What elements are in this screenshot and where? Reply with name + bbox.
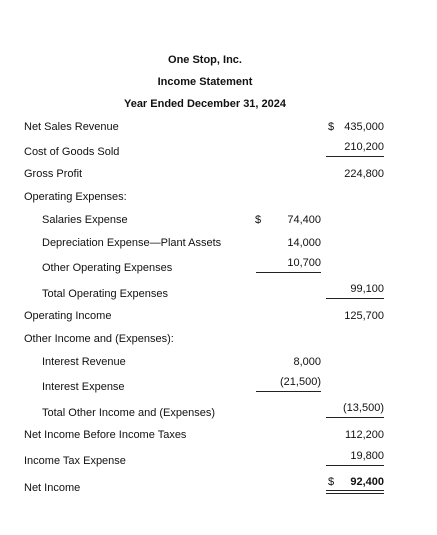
salaries-expense-amount: 74,400 (287, 214, 321, 226)
net-income-before-taxes-amount: 112,200 (345, 429, 384, 441)
interest-revenue-label: Interest Revenue (42, 356, 126, 368)
income-tax-expense-amount: 19,800 (350, 450, 384, 462)
salaries-expense-currency: $ (255, 214, 262, 226)
gross-profit-amount: 224,800 (344, 168, 384, 180)
net-sales-revenue-label: Net Sales Revenue (24, 121, 119, 133)
income-tax-expense-label: Income Tax Expense (24, 455, 126, 467)
net-income-double-underline (326, 490, 384, 494)
net-income-amount: 92,400 (350, 476, 384, 488)
gross-profit-label: Gross Profit (24, 168, 83, 180)
cost-of-goods-sold-underline (326, 156, 384, 157)
depreciation-expense-label: Depreciation Expense—Plant Assets (42, 237, 222, 249)
interest-expense-underline (256, 391, 321, 392)
net-sales-revenue-amount: 435,000 (344, 121, 384, 133)
depreciation-expense-amount: 14,000 (287, 237, 321, 249)
total-other-income-label: Total Other Income and (Expenses) (42, 407, 216, 419)
company-name: One Stop, Inc. (168, 54, 242, 66)
net-income-currency: $ (328, 476, 335, 488)
other-operating-expenses-label: Other Operating Expenses (42, 262, 173, 274)
cost-of-goods-sold-amount: 210,200 (344, 141, 384, 153)
statement-title: Income Statement (157, 76, 253, 88)
operating-income-amount: 125,700 (344, 310, 384, 322)
interest-expense-amount: (21,500) (280, 376, 321, 388)
statement-period: Year Ended December 31, 2024 (123, 98, 287, 110)
interest-expense-label: Interest Expense (42, 381, 125, 393)
net-income-before-taxes-label: Net Income Before Income Taxes (24, 429, 187, 441)
total-other-income-underline (326, 417, 384, 418)
interest-revenue-amount: 8,000 (293, 356, 321, 368)
operating-income-label: Operating Income (24, 310, 112, 322)
total-operating-expenses-underline (326, 298, 384, 299)
net-sales-revenue-currency: $ (328, 121, 335, 133)
operating-expenses-heading: Operating Expenses: (24, 191, 127, 203)
total-operating-expenses-amount: 99,100 (350, 283, 384, 295)
total-other-income-amount: (13,500) (343, 402, 384, 414)
other-operating-expenses-amount: 10,700 (287, 257, 321, 269)
cost-of-goods-sold-label: Cost of Goods Sold (24, 146, 120, 158)
income-tax-expense-underline (326, 465, 384, 466)
salaries-expense-label: Salaries Expense (42, 214, 128, 226)
other-income-expenses-heading: Other Income and (Expenses): (24, 333, 174, 345)
other-operating-expenses-underline (256, 272, 321, 273)
net-income-label: Net Income (24, 482, 81, 494)
total-operating-expenses-label: Total Operating Expenses (42, 288, 168, 300)
